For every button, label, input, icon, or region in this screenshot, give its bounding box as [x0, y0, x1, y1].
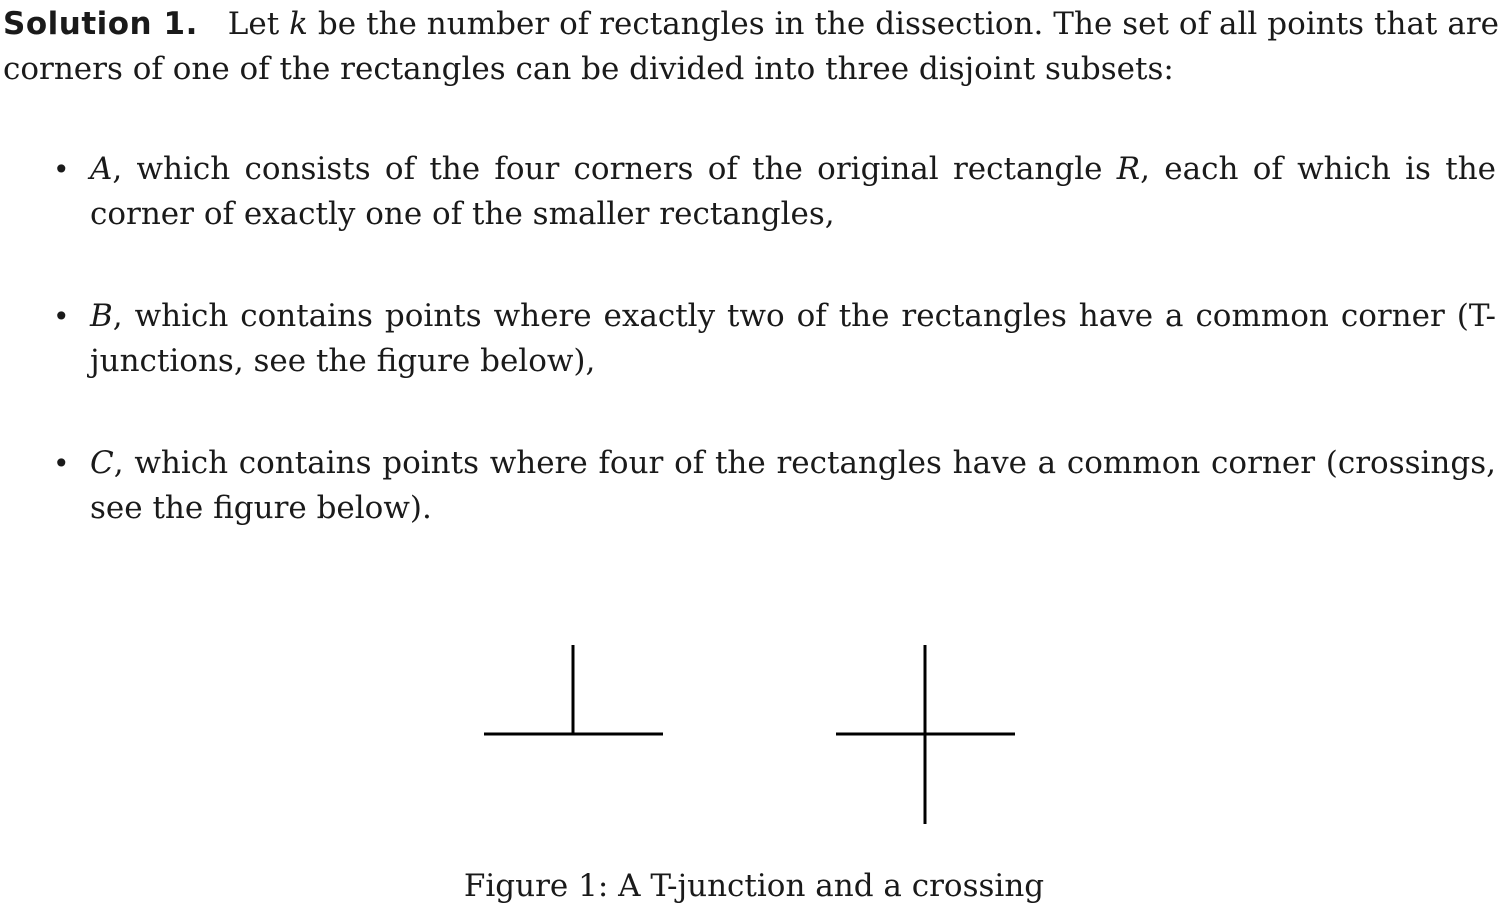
- figure-1: [0, 640, 1508, 830]
- variable-b: B: [90, 298, 113, 334]
- solution-intro-paragraph: [3, 0, 1499, 92]
- crossing-diagram: [836, 645, 1015, 824]
- variable-c: C: [90, 445, 114, 481]
- solution-page: [3, 0, 1499, 92]
- subset-list: [0, 147, 1496, 531]
- item-c-text: , which contains points where four of the rectangles have a common corner (crossings, see the figure below).: [90, 445, 1496, 526]
- intro-text-post: be the number of rectangles in the dissection. The set of all points that are corners of one of the rectangles can be divided into three disjoint subsets:: [3, 6, 1500, 87]
- figure-caption: Figure 1: A T-junction and a crossing: [463, 868, 1045, 904]
- list-item-c: [0, 441, 1496, 531]
- intro-text-pre: Let: [227, 6, 280, 42]
- variable-a: A: [90, 151, 113, 187]
- item-a-text-post: , each of which is the corner of exactly one of the smaller rectangles,: [90, 151, 1496, 232]
- item-a-text-pre: , which consists of the four corners of the original rectangle: [112, 151, 1103, 187]
- figure-diagram: [0, 640, 1508, 830]
- bullet-icon: •: [53, 300, 70, 333]
- list-item-b: [0, 294, 1496, 384]
- bullet-icon: •: [53, 447, 70, 480]
- variable-k: k: [289, 6, 308, 42]
- t-junction-diagram: [484, 645, 663, 734]
- item-b-text: , which contains points where exactly two of the rectangles have a common corner (T-junctions, see the figure below),: [90, 298, 1496, 379]
- solution-heading: Solution 1.: [3, 6, 198, 42]
- list-item-a: [0, 147, 1496, 237]
- variable-r: R: [1116, 151, 1141, 187]
- bullet-icon: •: [53, 153, 70, 186]
